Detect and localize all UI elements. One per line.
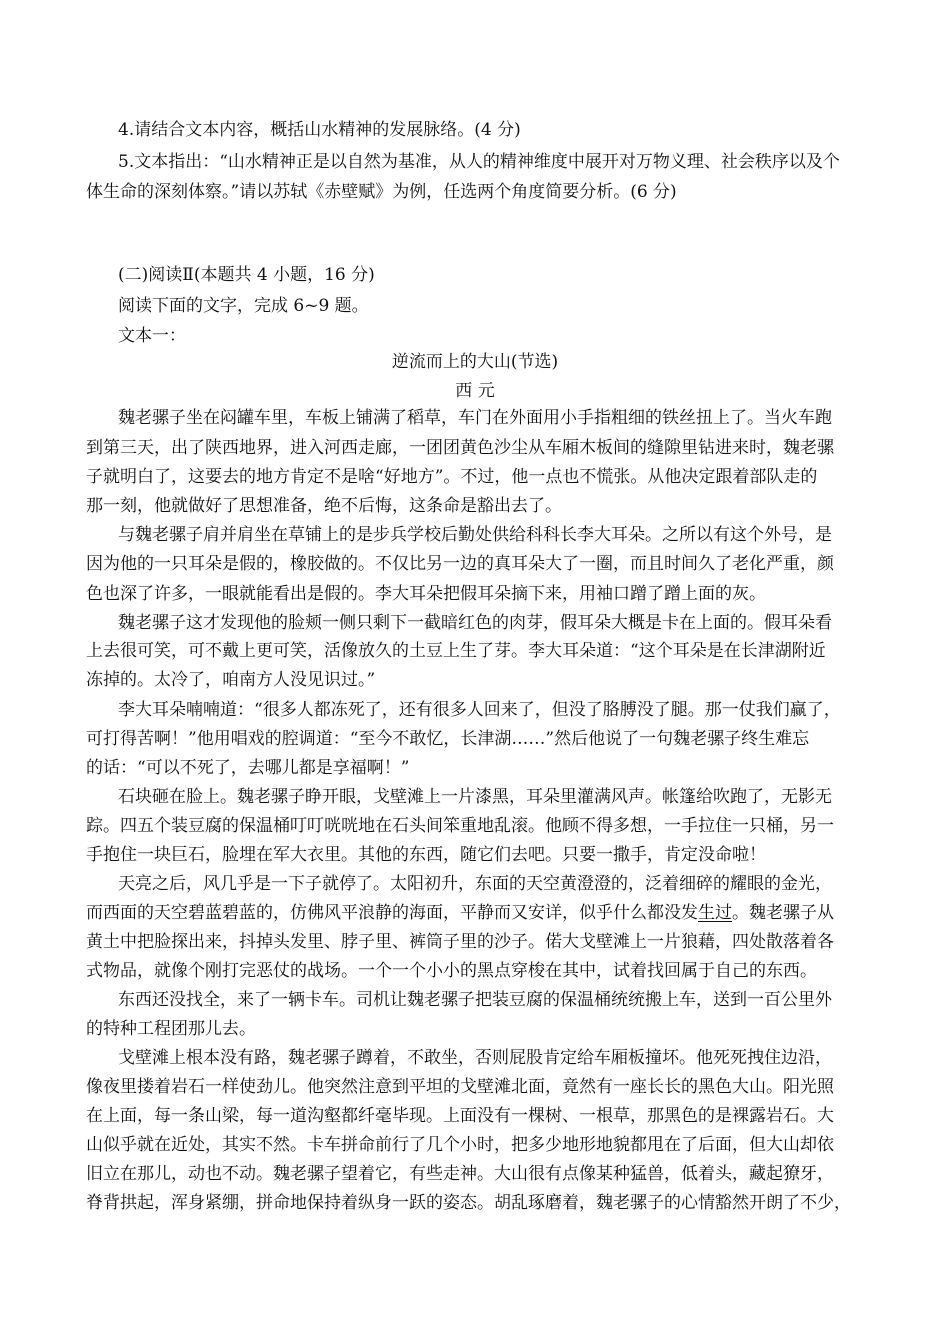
paragraph-line: 李大耳朵喃喃道：“很多人都冻死了，还有很多人回来了，但没了胳膊没了腿。那一仗我们赢了， [118,700,841,720]
paragraph-line: 旧立在那儿，动也不动。魏老骡子望着它，有些走神。大山很有点像某种猛兽，低着头，藏起獠牙， [86,1164,834,1184]
paragraph-line: 到第三天，出了陕西地界，进入河西走廊，一团团黄色沙尘从车厢木板间的缝隙里钻进来时，魏老骡 [86,438,834,458]
paragraph-line: 在上面，每一条山梁，每一道沟壑都纤毫毕现。上面没有一棵树、一根草，那黑色的是裸露岩石。大 [86,1106,834,1126]
paragraph-line: 东西还没找全，来了一辆卡车。司机让魏老骡子把装豆腐的保温桶统统搬上车，送到一百公里外 [118,990,832,1010]
paragraph-line: 天亮之后，风几乎是一下子就停了。太阳初升，东面的天空黄澄澄的，泛着细碎的耀眼的金光， [118,874,832,894]
paragraph-line: 子就明白了，这要去的地方肯定不是啥“好地方”。不过，他一点也不慌张。从他决定跟着部队走的 [86,467,818,487]
paragraph-line: 像夜里搂着岩石一样使劲儿。他突然注意到平坦的戈壁滩北面，竟然有一座长长的黑色大山。阳光照 [86,1077,834,1097]
paragraph-text: 而西面的天空碧蓝碧蓝的，仿佛风平浪静的海面，平静而又安详，似乎什么都没发 [86,903,698,923]
paragraph-line: 那一刻，他就做好了思想准备，绝不后悔，这条命是豁出去了。 [86,496,562,516]
article-author: 西 元 [455,381,495,401]
question-5-line-2: 体生命的深刻体察。”请以苏轼《赤壁赋》为例，任选两个角度简要分析。(6 分) [86,182,677,202]
paragraph-line: 冻掉的。太冷了，咱南方人没见识过。” [86,670,376,690]
paragraph-line: 的特种工程团那儿去。 [86,1019,256,1039]
paragraph-line [86,903,834,923]
section-instruction: 阅读下面的文字，完成 6~9 题。 [118,296,369,316]
paragraph-line: 石块砸在脸上。魏老骡子睁开眼，戈壁滩上一片漆黑，耳朵里灌满风声。帐篷给吹跑了，无影无 [118,787,832,807]
paragraph-line: 魏老骡子坐在闷罐车里，车板上铺满了稻草，车门在外面用小手指粗细的铁丝扭上了。当火车跑 [118,408,832,428]
paragraph-line: 上去很可笑，可不戴上更可笑，活像放久的土豆上生了芽。李大耳朵道：“这个耳朵是在长津湖附近 [86,641,826,661]
paragraph-line: 式物品，就像个刚打完恶仗的战场。一个一个小小的黑点穿梭在其中，试着找回属于自己的东西。 [86,961,817,981]
paragraph-line: 的话：“可以不死了，去哪儿都是享福啊！” [86,758,410,778]
paragraph-line: 戈壁滩上根本没有路，魏老骡子蹲着，不敢坐，否则屁股肯定给车厢板撞坏。他死死拽住边沿， [118,1048,832,1068]
paragraph-line: 魏老骡子这才发现他的脸颊一侧只剩下一截暗红色的肉芽，假耳朵大概是卡在上面的。假耳朵看 [118,613,832,633]
paragraph-line: 色也深了许多，一眼就能看出是假的。李大耳朵把假耳朵摘下来，用袖口蹭了蹭上面的灰。 [86,584,766,604]
question-5-line-1: 5.文本指出：“山水精神正是以自然为基准，从人的精神维度中展开对万物义理、社会秩序以及个 [118,152,840,172]
paragraph-line: 因为他的一只耳朵是假的，橡胶做的。不仅比另一边的真耳朵大了一圈，而且时间久了老化严重，颜 [86,554,834,574]
paragraph-line: 山似乎就在近处，其实不然。卡车拼命前行了几个小时，把多少地形地貌都甩在了后面，但大山却依 [86,1135,834,1155]
paragraph-line: 脊背拱起，浑身紧绷，拼命地保持着纵身一跃的姿态。胡乱琢磨着，魏老骡子的心情豁然开朗了不少， [86,1193,851,1213]
section-heading: (二)阅读Ⅱ(本题共 4 小题，16 分) [118,265,375,285]
paragraph-line: 与魏老骡子肩并肩坐在草铺上的是步兵学校后勤处供给科科长李大耳朵。之所以有这个外号，是 [118,525,832,545]
article-title: 逆流而上的大山(节选) [391,352,559,372]
paragraph-line: 踪。四五个装豆腐的保温桶叮叮咣咣地在石头间笨重地乱滚。他顾不得多想，一手拉住一只桶，另一 [86,816,834,836]
paragraph-line: 手抱住一块巨石，脸埋在军大衣里。其他的东西，随它们去吧。只要一撒手，肯定没命啦！ [86,845,766,865]
underlined-phrase: 生过 [698,903,732,923]
paragraph-line: 黄土中把脸探出来，抖掉头发里、脖子里、裤筒子里的沙子。偌大戈壁滩上一片狼藉，四处散落着各 [86,932,834,952]
paragraph-line: 可打得苦啊！”他用唱戏的腔调道：“至今不敢忆，长津湖……”然后他说了一句魏老骡子终生难忘 [86,729,810,749]
paragraph-text: 。魏老骡子从 [732,903,834,923]
question-4: 4.请结合文本内容，概括山水精神的发展脉络。(4 分) [118,120,521,140]
text-label: 文本一： [118,326,186,346]
